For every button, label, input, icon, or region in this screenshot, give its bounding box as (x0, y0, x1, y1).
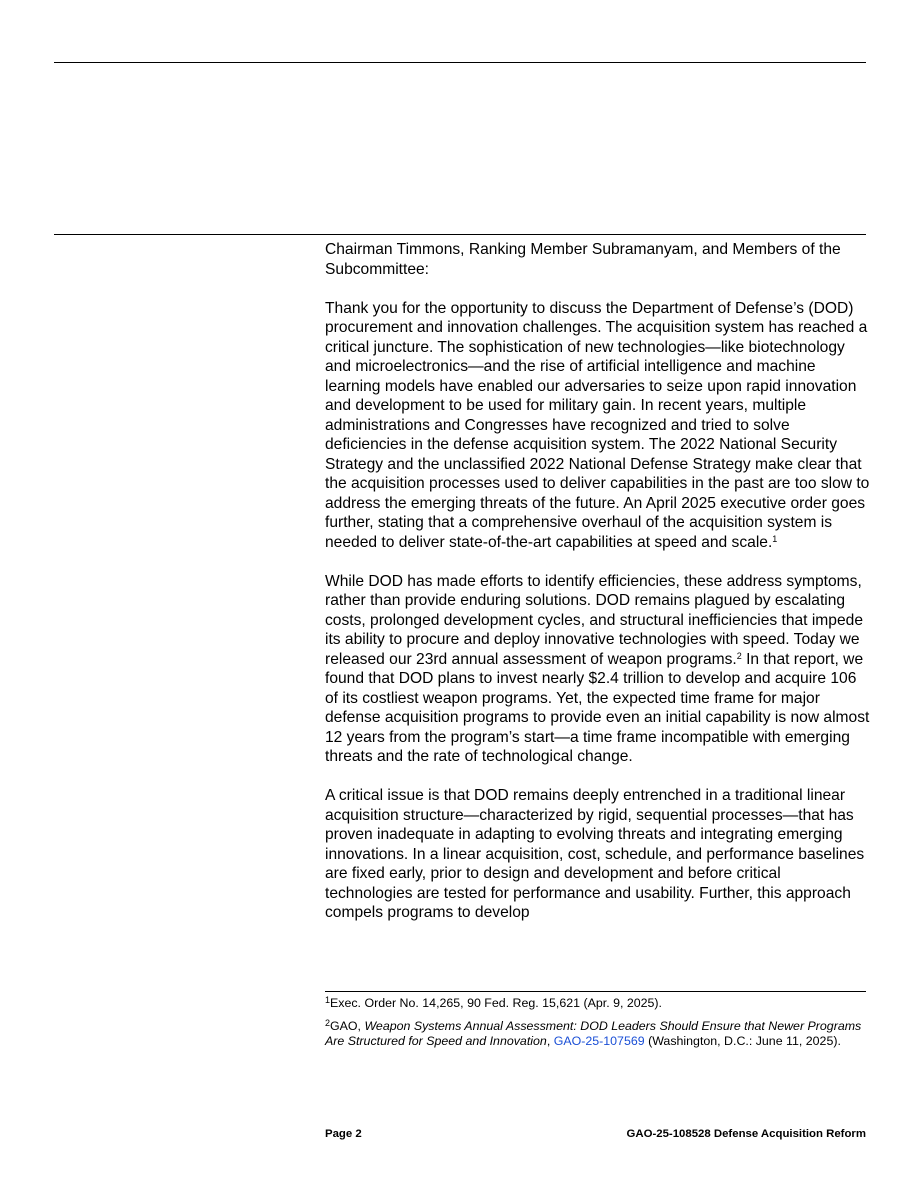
footnote-ref-1[interactable]: 1 (772, 533, 778, 544)
footnote-1 (325, 996, 866, 1011)
footnote-2-report-title: Weapon Systems Annual Assessment: DOD Leaders Should Ensure that Newer Programs Are Structured for Speed and Innovation (325, 1019, 862, 1048)
paragraph-3: A critical issue is that DOD remains deeply entrenched in a traditional linear acquisition structure—characterized by rigid, sequential processes—that has proven inadequate in adapting to evolving threats and integrating emerging innovations. In a linear acquisition, cost, schedule, and performance baselines are fixed early, prior to design and development and before critical technologies are tested for performance and usability. Further, this approach compels programs to develop (325, 787, 865, 921)
report-number: GAO-25-108528 Defense Acquisition Reform (626, 1128, 866, 1140)
header-rule-top (54, 62, 866, 63)
footnote-1-text: Exec. Order No. 14,265, 90 Fed. Reg. 15,621 (Apr. 9, 2025). (330, 996, 663, 1010)
footnote-ref-2[interactable]: 2 (736, 650, 742, 661)
paragraph-1-text: Thank you for the opportunity to discuss the Department of Defense’s (DOD) procurement and innovation challenges. The acquisition system has reached a critical juncture. The sophistication of new technologies—like biotechnology and microelectronics—and the rise of artificial intelligence and machine learning models have enabled our adversaries to seize upon rapid innovation and development to be used for military gain. In recent years, multiple administrations and Congresses have recognized and tried to solve deficiencies in the defense acquisition system. The 2022 National Security Strategy and the unclassified 2022 National Defense Strategy make clear that the acquisition processes used to deliver capabilities in the past are too slow to address the emerging threats of the future. An April 2025 executive order goes further, stating that a comprehensive overhaul of the acquisition system is needed to deliver state-of-the-art capabilities at speed and scale. (325, 299, 870, 551)
paragraph-2-text-a: While DOD has made efforts to identify efficiencies, these address symptoms, rather than provide enduring solutions. DOD remains plagued by escalating costs, prolonged development cycles, and structural inefficiencies that impede its ability to procure and deploy innovative technologies with speed. Today we released our 23rd annual assessment of weapon programs. (325, 572, 863, 668)
footnote-1-number: 1 (325, 995, 331, 1005)
footnote-2-suffix: (Washington, D.C.: June 11, 2025). (644, 1034, 841, 1048)
paragraph-2 (325, 572, 870, 767)
report-link[interactable]: GAO-25-107569 (553, 1034, 645, 1048)
footnote-2-prefix: GAO, (330, 1019, 365, 1033)
paragraph-1 (325, 299, 870, 553)
header-rule-bottom (54, 234, 866, 235)
footnote-2 (325, 1019, 866, 1049)
footnote-rule (325, 991, 866, 992)
salutation: Chairman Timmons, Ranking Member Subramanyam, and Members of the Subcommittee: (325, 241, 841, 278)
footnote-2-comma: , (546, 1034, 554, 1048)
footnotes (325, 996, 866, 1057)
testimony-body (325, 240, 870, 942)
footnote-2-number: 2 (325, 1018, 331, 1028)
page-footer (325, 1128, 866, 1140)
page-number: Page 2 (325, 1128, 362, 1140)
paragraph-2-text-b: In that report, we found that DOD plans to invest nearly $2.4 trillion to develop and acquire 106 of its costliest weapon programs. Yet, the expected time frame for major defense acquisition programs to provide even an initial capability is now almost 12 years from the program’s start—a time frame incompatible with emerging threats and the rate of technological change. (325, 650, 870, 765)
